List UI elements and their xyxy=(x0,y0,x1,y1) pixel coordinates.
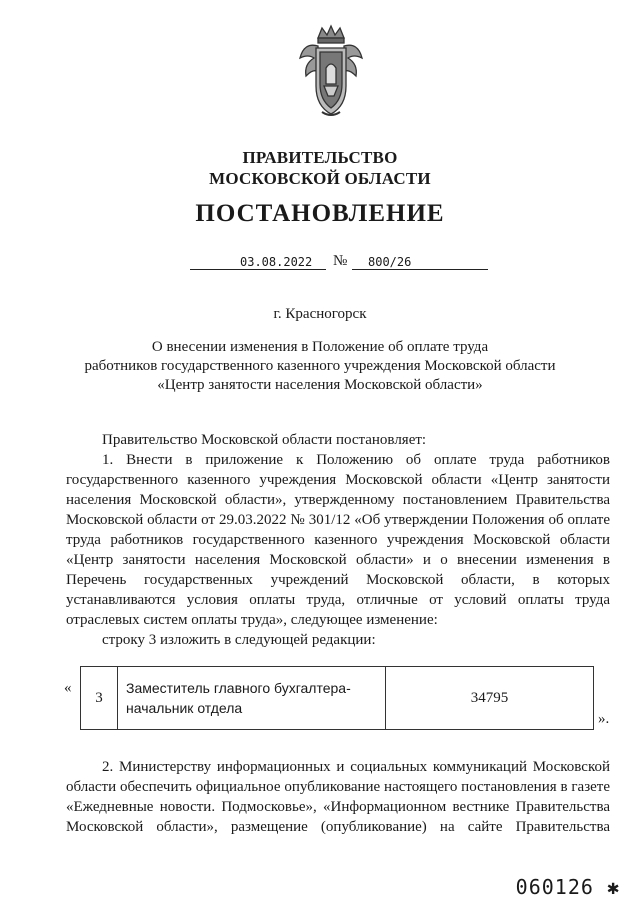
body-line: труда работников государственного казенного учреждения Московской области xyxy=(66,532,610,548)
body-line: области обеспечить официальное опубликование настоящего постановления в газете xyxy=(66,779,610,795)
body-line: государственного казенного учреждения Московской области «Центр занятости xyxy=(66,472,610,488)
subject-line: «Центр занятости населения Московской области» xyxy=(157,377,483,393)
position-cell xyxy=(118,667,386,730)
registration-stamp xyxy=(516,875,620,899)
body-line: «Ежедневные новости. Подмосковье», «Информационном вестнике Правительства xyxy=(66,799,610,815)
body-line: отраслевых систем оплаты труда», следующее изменение: xyxy=(66,612,438,628)
amended-row-table xyxy=(80,666,594,730)
body-line: 2. Министерству информационных и социальных коммуникаций Московской xyxy=(102,759,610,775)
document-date: 03.08.2022 xyxy=(240,255,313,269)
body-line: Перечень государственных учреждений Московской области, в которых xyxy=(66,572,610,588)
number-sign: № xyxy=(333,253,348,269)
table-open-quote: « xyxy=(64,680,72,696)
document-number: 800/26 xyxy=(368,255,412,269)
salary-cell: 34795 xyxy=(386,667,594,730)
city: г. Красногорск xyxy=(273,306,367,322)
date-underline xyxy=(190,269,326,270)
government-title-line2: МОСКОВСКОЙ ОБЛАСТИ xyxy=(209,169,431,188)
table-row xyxy=(81,667,594,730)
resolution-paragraph-2 xyxy=(66,757,610,837)
date-number-line xyxy=(0,253,640,273)
body-line: «Центр занятости населения Московской области» и о внесении изменения в xyxy=(66,552,610,568)
resolution-paragraph-1 xyxy=(66,430,610,650)
row-number-cell: 3 xyxy=(81,667,118,730)
body-line: населения Московской области», утвержденному постановлением Правительства xyxy=(66,492,610,508)
table-close-quote: ». xyxy=(598,711,610,727)
coat-of-arms-icon xyxy=(296,24,366,120)
body-line: 1. Внести в приложение к Положению об оплате труда работников xyxy=(102,452,610,468)
body-line: устанавливаются условия оплаты труда, отличные от условий оплаты труда xyxy=(66,592,610,608)
position-line: начальник отдела xyxy=(126,700,243,716)
number-underline xyxy=(352,269,488,270)
body-line: Московской области от 29.03.2022 № 301/12 «Об утверждении Положения об оплате xyxy=(66,512,610,528)
stamp-number: 060126 xyxy=(515,875,594,899)
subject-line: работников государственного казенного учреждения Московской области xyxy=(84,358,556,374)
position-line: Заместитель главного бухгалтера- xyxy=(126,680,351,696)
asterisk-icon: ✱ xyxy=(593,875,620,899)
subject-line: О внесении изменения в Положение об оплате труда xyxy=(151,339,489,355)
body-line: Правительство Московской области постановляет: xyxy=(102,432,427,448)
government-title-line1: ПРАВИТЕЛЬСТВО xyxy=(242,148,398,167)
body-line: Московской области», размещение (опубликование) на сайте Правительства xyxy=(66,819,610,835)
body-line: строку 3 изложить в следующей редакции: xyxy=(102,632,376,648)
document-subject xyxy=(60,338,580,395)
document-type-title: ПОСТАНОВЛЕНИЕ xyxy=(195,200,445,227)
